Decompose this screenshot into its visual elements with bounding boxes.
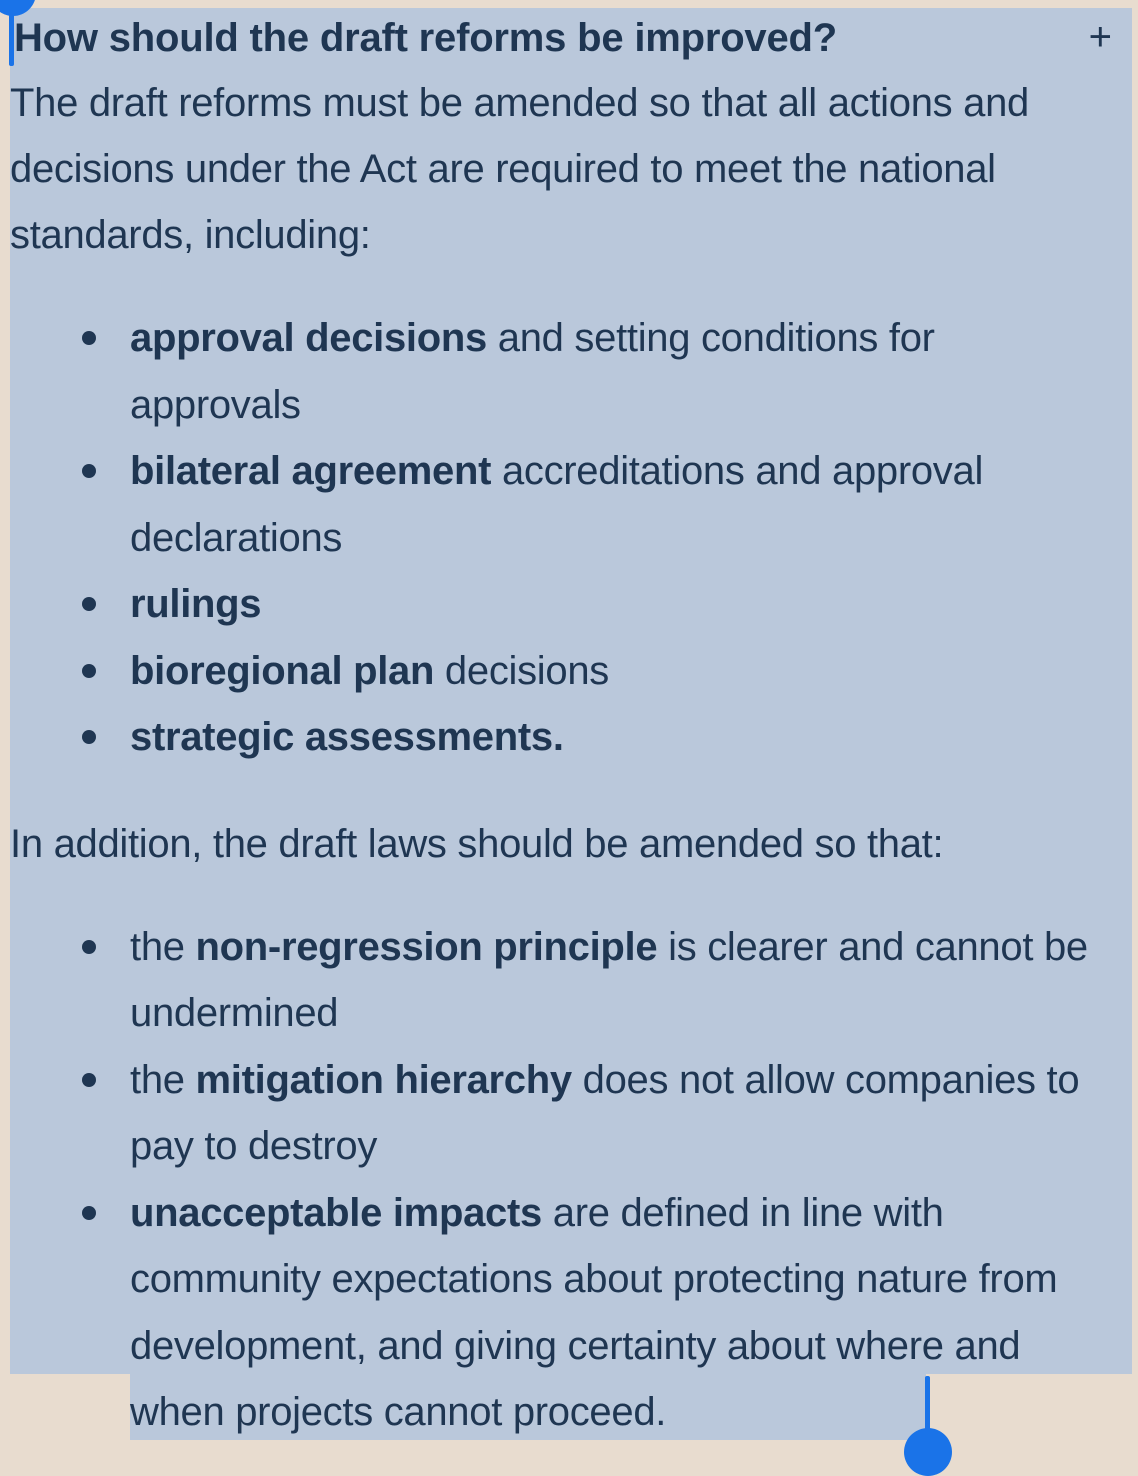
list-item-text: decisions (434, 648, 609, 693)
bullet-icon (82, 940, 96, 954)
standards-list (10, 305, 1120, 771)
list-item (10, 1180, 1120, 1446)
list-item-prefix: the (130, 1057, 196, 1102)
list-item (10, 914, 1120, 1047)
list-item (10, 704, 1120, 771)
list-item-bold: non-regression principle (195, 924, 658, 969)
bullet-icon (82, 730, 96, 744)
list-item-text: does not allow companies to pay to destroy (130, 1057, 1080, 1168)
list-item (10, 571, 1120, 638)
list-item-prefix: the (130, 924, 196, 969)
list-item-bold: approval decisions (130, 316, 487, 360)
list-item-bold: bioregional plan (130, 648, 435, 693)
list-item-bold: strategic assessments. (130, 715, 564, 759)
bullet-icon (82, 664, 96, 678)
list-item-text: is clearer and cannot be undermined (130, 924, 1088, 1035)
list-item-bold: rulings (130, 582, 262, 626)
list-item-bold: unacceptable impacts (130, 1190, 542, 1235)
selection-start-caret (9, 14, 14, 66)
intro-paragraph: The draft reforms must be amended so that all actions and decisions under the Act are required to meet the national standards, including: (10, 81, 1029, 257)
article-section (10, 8, 1120, 1446)
bullet-icon (82, 1206, 96, 1220)
addition-paragraph: In addition, the draft laws should be amended so that: (10, 821, 944, 866)
bullet-icon (82, 464, 96, 478)
list-item (10, 305, 1120, 438)
list-item-bold: mitigation hierarchy (195, 1057, 572, 1102)
list-item-bold: bilateral agreement (130, 449, 492, 493)
list-item (10, 638, 1120, 705)
bullet-icon (82, 1073, 96, 1087)
selection-end-caret (925, 1376, 930, 1434)
list-item-text: are defined in line with community expectations about protecting nature from development, and giving certainty about where and when projects cannot proceed. (130, 1190, 1058, 1434)
amendments-list (10, 914, 1120, 1446)
selection-end-handle[interactable] (904, 1428, 952, 1476)
list-item-text: accreditations and approval declarations (130, 449, 984, 560)
list-item (10, 438, 1120, 571)
section-heading: How should the draft reforms be improved? (14, 16, 837, 60)
plus-icon[interactable]: + (1088, 15, 1112, 59)
bullet-icon (82, 597, 96, 611)
bullet-icon (82, 331, 96, 345)
list-item (10, 1047, 1120, 1180)
list-item-text: and setting conditions for approvals (130, 316, 935, 427)
